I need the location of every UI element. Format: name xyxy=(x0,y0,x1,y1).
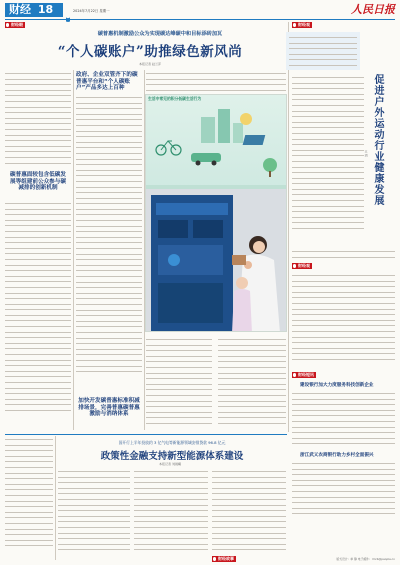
page-number: 18 xyxy=(37,3,54,16)
solar-panel-icon xyxy=(243,135,266,145)
electric-car-icon xyxy=(191,153,221,166)
date-line: 2024年7月22日 星期一 xyxy=(73,9,110,13)
illustration-caption: 生活中常见的积分低碳生活行为 xyxy=(148,96,202,101)
city-skyline-icon xyxy=(201,109,252,143)
bottom-column-2 xyxy=(134,468,208,560)
brief-2-body xyxy=(292,460,395,520)
cardboard-box xyxy=(232,255,246,265)
column-tag-briefs: 财经短讯 xyxy=(292,372,316,378)
commentary-body-2 xyxy=(292,248,395,262)
lead-column-1b xyxy=(5,200,71,430)
footer-editor: 版式设计：单 静 电子邮件：rmrb@people.cn xyxy=(336,557,395,561)
commentary-body xyxy=(292,74,364,246)
open-book-icon xyxy=(66,7,70,12)
lead-illustration xyxy=(145,94,287,332)
analysis-body xyxy=(292,272,395,368)
lead-column-4-bottom xyxy=(218,336,286,432)
bottom-rule xyxy=(5,434,287,435)
column-tag-analysis: 财经观 xyxy=(292,263,312,269)
lead-subhead-3: 加快开发碳普惠标准积减排场景，完善普惠碳普惠激励与消纳体系 xyxy=(78,398,140,418)
lead-column-3-top xyxy=(146,70,286,92)
bottom-left-column xyxy=(5,436,53,560)
brief-1-body xyxy=(292,390,395,450)
page-header xyxy=(0,0,400,20)
bottom-column-1 xyxy=(58,468,130,560)
brief-2-title: 浙江武义农商银行助力乡村全面振兴 xyxy=(300,453,374,458)
section-badge xyxy=(5,3,63,17)
header-rule xyxy=(5,19,395,20)
bottom-byline: 本报记者 刘晨曦 xyxy=(159,462,181,466)
bottom-column-3 xyxy=(212,468,286,560)
lead-headline: “个人碳账户”助推绿色新风尚 xyxy=(57,44,243,60)
tree-icon xyxy=(263,158,277,177)
bottom-kicker: 国开行上半年投放约 3 亿气电等新能源领域安排贷款 96.8 亿元 xyxy=(118,440,226,445)
lead-subhead-2: 碳普惠面较包含低碳发展等组建前公众参与碳减排的创新机制 xyxy=(10,172,66,192)
lead-column-2 xyxy=(76,94,142,394)
commentary-headline: 促进户外运动行业健康发展 xyxy=(372,74,383,206)
column-tag-lead: 财经眼 xyxy=(5,22,25,28)
lead-column-3-bottom xyxy=(146,336,212,432)
bottom-headline: 政策性金融支持新型能源体系建设 xyxy=(100,451,244,462)
commentary-intro-box xyxy=(286,32,360,70)
column-tag-commentary: 财经观 xyxy=(292,22,312,28)
lead-subhead-1: 政府、企业双管齐下的碳普惠平台和“个人碳账户”产品多达上百种 xyxy=(76,72,138,92)
masthead-logo: 人民日报 xyxy=(351,3,395,16)
lead-byline: 本报记者 赵兰萍 xyxy=(139,62,161,66)
brief-1-title: 建设银行加大力度服务科技创新企业 xyxy=(300,383,374,388)
column-tag-story: 财经故事 xyxy=(212,556,236,562)
section-name: 财经 xyxy=(9,3,31,16)
bicycle-icon xyxy=(156,141,181,155)
lead-column-1 xyxy=(5,70,71,170)
lead-kicker: 碳普惠机制激励公众为实现碳达峰碳中和目标添砖加瓦 xyxy=(97,31,223,37)
commentary-byline: 王 玥 xyxy=(364,150,368,157)
